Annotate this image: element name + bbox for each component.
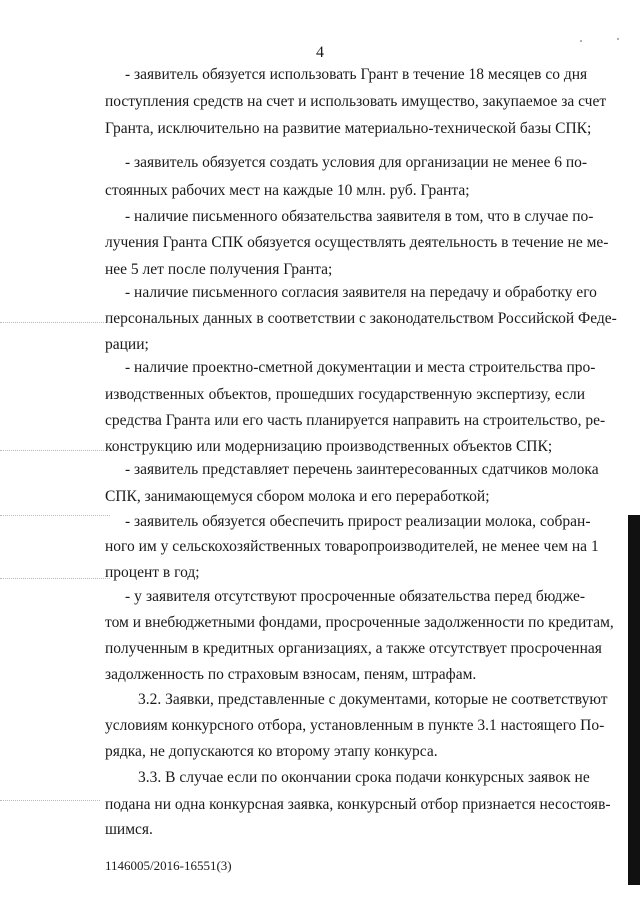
text-line: - наличие письменного обязательства заявителя в том, что в случае по- xyxy=(125,208,594,225)
text-line: 3.3. В случае если по окончании срока подачи конкурсных заявок не xyxy=(138,769,590,786)
scan-noise-line xyxy=(0,800,100,801)
scan-noise-line xyxy=(0,450,110,451)
text-line: - заявитель обязуется использовать Грант в течение 18 месяцев со дня xyxy=(125,66,588,83)
text-line: Гранта, исключительно на развитие материально-технической базы СПК; xyxy=(105,120,592,137)
text-line: - заявитель представляет перечень заинтересованных сдатчиков молока xyxy=(125,461,599,478)
text-line: средства Гранта или его часть планируется направить на строительство, ре- xyxy=(105,412,606,429)
scan-speck xyxy=(617,38,619,40)
text-line: лучения Гранта СПК обязуется осуществлять деятельность в течение не ме- xyxy=(105,234,609,251)
text-line: полученным в кредитных организациях, а также отсутствует просроченная xyxy=(105,640,602,657)
text-line: - заявитель обязуется создать условия для организации не менее 6 по- xyxy=(125,154,588,171)
text-line: 3.2. Заявки, представленные с документами, которые не соответствуют xyxy=(138,691,608,708)
text-line: рации; xyxy=(105,336,149,353)
text-line: СПК, занимающемуся сбором молока и его переработкой; xyxy=(105,488,490,505)
scan-edge-shadow xyxy=(628,515,640,885)
text-line: поступления средств на счет и использовать имущество, закупаемое за счет xyxy=(105,93,607,110)
text-line: условиям конкурсного отбора, установленным в пункте 3.1 настоящего По- xyxy=(105,717,605,734)
page-number: 4 xyxy=(316,44,324,61)
text-line: конструкцию или модернизацию производственных объектов СПК; xyxy=(105,438,553,455)
scan-speck xyxy=(580,40,582,42)
text-line: стоянных рабочих мест на каждые 10 млн. руб. Гранта; xyxy=(105,182,470,199)
text-line: процент в год; xyxy=(105,564,200,581)
text-line: задолженность по страховым взносам, пеням, штрафам. xyxy=(105,666,477,683)
document-code: 1146005/2016-16551(3) xyxy=(105,858,232,873)
scan-noise-line xyxy=(0,515,110,516)
text-line: - заявитель обязуется обеспечить прирост реализации молока, собран- xyxy=(125,513,591,530)
text-line: шимся. xyxy=(105,821,153,838)
scan-noise-line xyxy=(0,578,110,579)
text-line: персональных данных в соответствии с законодательством Российской Феде- xyxy=(105,310,617,327)
text-line: - наличие проектно-сметной документации и места строительства про- xyxy=(125,359,596,376)
text-line: подана ни одна конкурсная заявка, конкурсный отбор признается несостояв- xyxy=(105,796,611,813)
text-line: - у заявителя отсутствуют просроченные обязательства перед бюдже- xyxy=(125,588,585,605)
text-line: изводственных объектов, прошедших государственную экспертизу, если xyxy=(105,386,585,403)
text-line: том и внебюджетными фондами, просроченные задолженности по кредитам, xyxy=(105,614,614,631)
text-line: ного им у сельскохозяйственных товаропроизводителей, не менее чем на 1 xyxy=(105,538,599,555)
text-line: рядка, не допускаются ко второму этапу конкурса. xyxy=(105,743,438,760)
scan-noise-line xyxy=(0,322,110,323)
text-line: - наличие письменного согласия заявителя на передачу и обработку его xyxy=(125,284,597,301)
text-line: нее 5 лет после получения Гранта; xyxy=(105,261,333,278)
